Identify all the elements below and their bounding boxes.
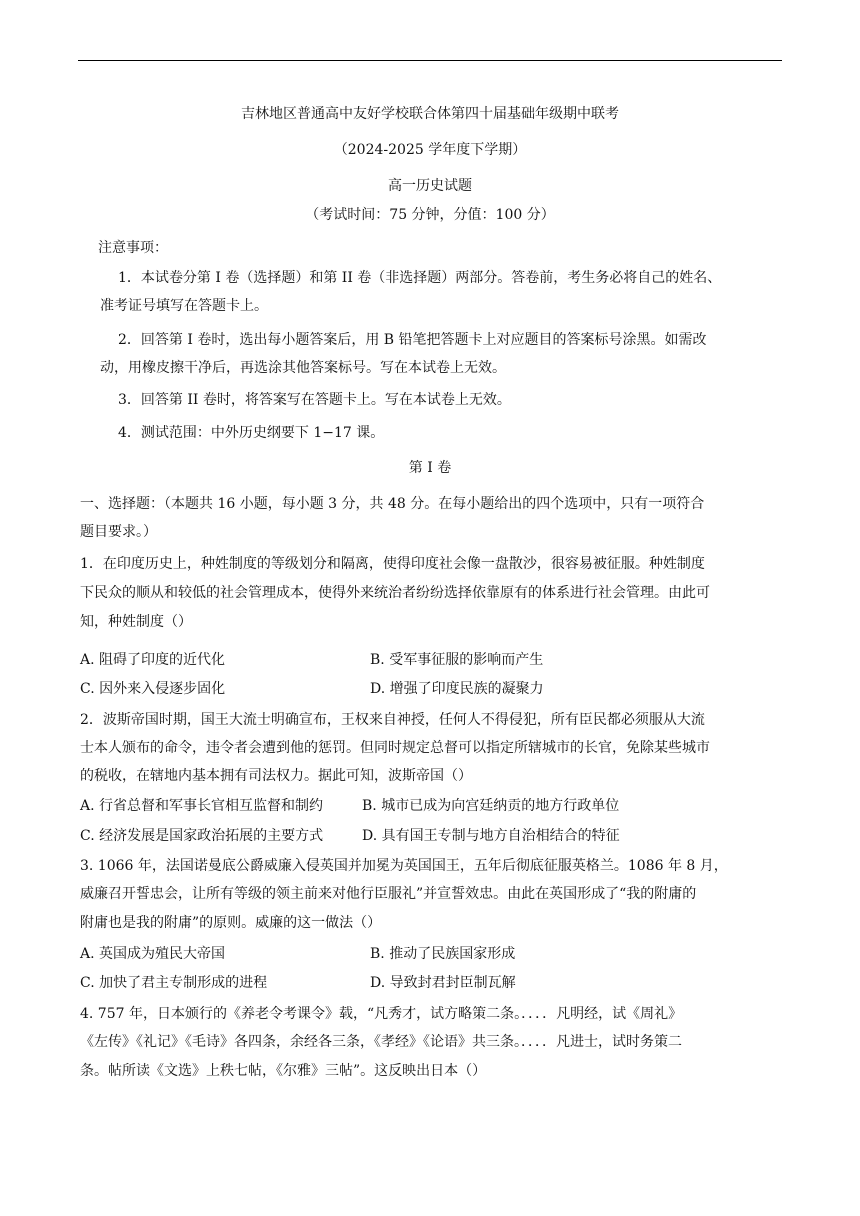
question-4-line-1: 4. 757 年，日本颁行的《养老令考课令》载，“凡秀才，试方略策二条。．．．．凡明经，试《周礼》	[80, 1006, 683, 1022]
note-2-line-2: 动，用橡皮擦干净后，再选涂其他答案标号。写在本试卷上无效。	[100, 360, 506, 376]
question-2-option-a: A. 行省总督和军事长官相互监督和制约	[80, 798, 324, 814]
exam-term: （2024-2025 学年度下学期）	[333, 142, 527, 158]
question-1-option-c: C. 因外来入侵逐步固化	[80, 681, 226, 697]
question-1-option-d: D. 增强了印度民族的凝聚力	[370, 681, 544, 697]
question-2-option-c: C. 经济发展是国家政治拓展的主要方式	[80, 828, 324, 844]
question-1-option-a: A. 阻碍了印度的近代化	[80, 652, 226, 668]
question-4-line-2: 《左传》《礼记》《毛诗》各四条，余经各三条，《孝经》《论语》共三条。．．．．凡进士，试时务策二	[80, 1034, 682, 1050]
notes-heading: 注意事项：	[98, 240, 168, 256]
question-1-line-1: 1．在印度历史上，种姓制度的等级划分和隔离，使得印度社会像一盘散沙，很容易被征服。种姓制度	[80, 556, 705, 572]
question-2-line-3: 的税收，在辖地内基本拥有司法权力。据此可知，波斯帝国（）	[80, 768, 472, 784]
question-2-line-2: 士本人颁布的命令，违令者会遭到他的惩罚。但同时规定总督可以指定所辖城市的长官，免除某些城市	[80, 740, 710, 756]
question-3-option-d: D. 导致封君封臣制瓦解	[370, 975, 516, 991]
section-intro-line-2: 题目要求。）	[80, 524, 157, 540]
question-3-line-3: 附庸也是我的附庸”的原则。威廉的这一做法（）	[80, 915, 382, 931]
exam-title: 吉林地区普通高中友好学校联合体第四十届基础年级期中联考	[241, 106, 619, 122]
question-2-line-1: 2．波斯帝国时期，国王大流士明确宣布，王权来自神授，任何人不得侵犯，所有臣民都必须服从大流	[80, 712, 705, 728]
question-2-option-d: D. 具有国王专制与地方自治相结合的特征	[362, 828, 620, 844]
question-1-line-2: 下民众的顺从和较低的社会管理成本，使得外来统治者纷纷选择依靠原有的体系进行社会管理。由此可	[80, 585, 710, 601]
question-3-line-2: 威廉召开誓忠会，让所有等级的领主前来对他行臣服礼”并宣誓效忠。由此在英国形成了“我的附庸的	[80, 886, 697, 902]
section-title: 第 I 卷	[408, 460, 452, 476]
question-3-option-b: B. 推动了民族国家形成	[370, 946, 516, 962]
question-3-option-c: C. 加快了君主专制形成的进程	[80, 975, 268, 991]
section-intro-line-1: 一、选择题：（本题共 16 小题，每小题 3 分，共 48 分。在每小题给出的四个选项中，只有一项符合	[80, 496, 705, 512]
question-3-line-1: 3. 1066 年，法国诺曼底公爵威廉入侵英国并加冕为英国国王，五年后彻底征服英格兰。1086 年 8 月，	[80, 858, 728, 874]
question-3-option-a: A. 英国成为殖民大帝国	[80, 946, 226, 962]
note-1-line-2: 准考证号填写在答题卡上。	[100, 298, 268, 314]
question-1-option-b: B. 受军事征服的影响而产生	[370, 652, 544, 668]
note-2-line-1: 2．回答第 I 卷时，选出每小题答案后，用 B 铅笔把答题卡上对应题目的答案标号涂黑。如需改	[118, 332, 707, 348]
question-1-line-3: 知，种姓制度（）	[80, 614, 192, 630]
question-4-line-3: 条。帖所读《文选》上秩七帖，《尔雅》三帖”。这反映出日本（）	[80, 1063, 487, 1079]
question-2-option-b: B. 城市已成为向宫廷纳贡的地方行政单位	[362, 798, 620, 814]
note-1-line-1: 1．本试卷分第 I 卷（选择题）和第 II 卷（非选择题）两部分。答卷前，考生务必将自己的姓名、	[118, 270, 722, 286]
exam-info: （考试时间：75 分钟，分值：100 分）	[305, 207, 555, 223]
note-4: 4．测试范围：中外历史纲要下 1−17 课。	[118, 425, 385, 441]
note-3: 3．回答第 II 卷时，将答案写在答题卡上。写在本试卷上无效。	[118, 392, 511, 408]
exam-subject: 高一历史试题	[388, 178, 472, 194]
header-rule	[78, 60, 782, 61]
